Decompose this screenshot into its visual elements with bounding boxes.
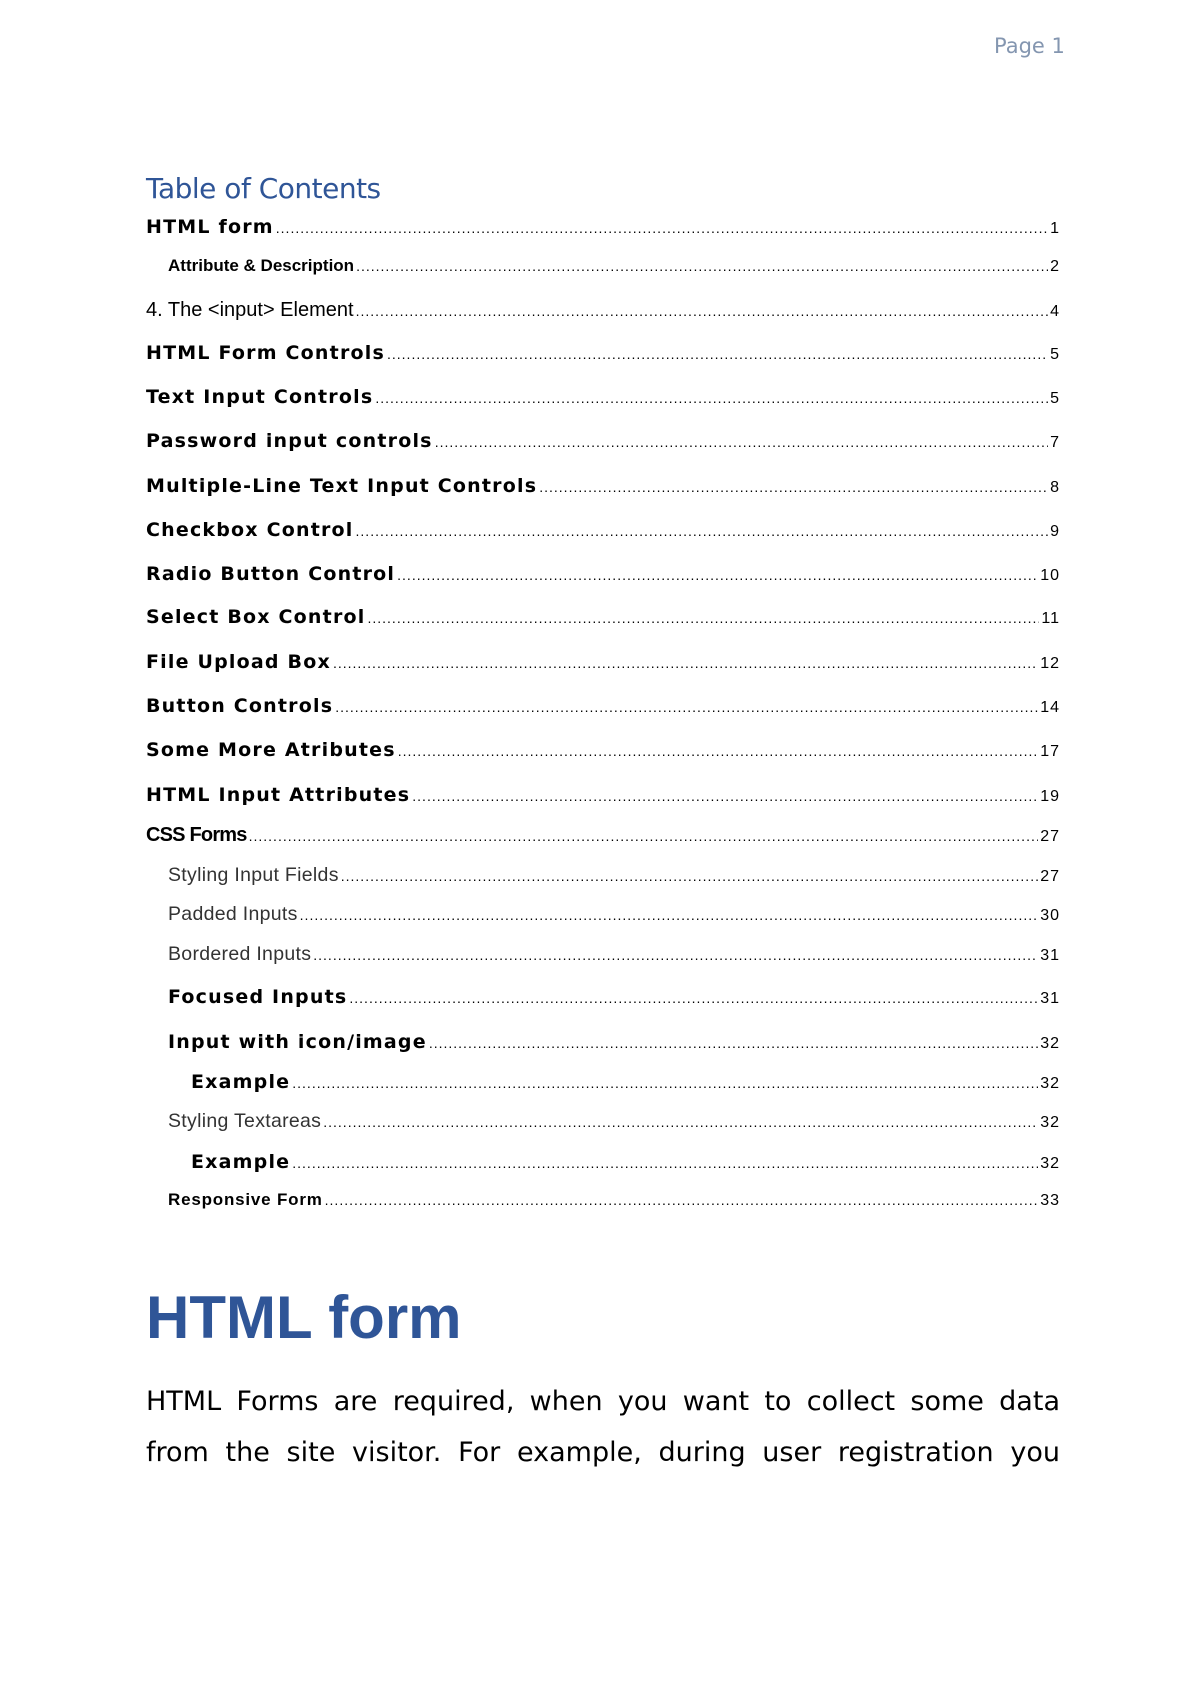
toc-entry[interactable] bbox=[146, 824, 1060, 850]
toc-entry-label: Select Box Control bbox=[146, 606, 366, 628]
toc-entry[interactable] bbox=[146, 606, 1060, 632]
toc-entry-label: Example bbox=[191, 1071, 291, 1093]
toc-entry-page: 8 bbox=[1050, 479, 1060, 496]
toc-entry-label: Radio Button Control bbox=[146, 563, 396, 585]
toc-entry[interactable] bbox=[146, 475, 1060, 501]
toc-leader bbox=[435, 434, 1048, 450]
toc-entry-page: 12 bbox=[1040, 655, 1060, 672]
page-number: Page 1 bbox=[994, 34, 1065, 58]
toc-entry[interactable] bbox=[146, 430, 1060, 456]
toc-entry-page: 27 bbox=[1040, 868, 1060, 885]
toc-leader bbox=[300, 907, 1039, 923]
toc-entry-page: 7 bbox=[1050, 434, 1060, 451]
toc-entry-page: 30 bbox=[1040, 907, 1060, 924]
toc-title: Table of Contents bbox=[146, 172, 381, 205]
toc-leader bbox=[249, 828, 1039, 844]
toc-entry-label: Attribute & Description bbox=[168, 256, 355, 275]
toc-entry-page: 32 bbox=[1040, 1035, 1060, 1052]
toc-entry-page: 27 bbox=[1040, 828, 1060, 845]
toc-leader bbox=[412, 788, 1038, 804]
toc-leader bbox=[292, 1155, 1038, 1171]
toc-entry[interactable] bbox=[191, 1151, 1060, 1177]
toc-leader bbox=[429, 1035, 1038, 1051]
toc-entry[interactable] bbox=[168, 1190, 1060, 1216]
toc-entry-page: 5 bbox=[1050, 390, 1060, 407]
toc-entry-label: Input with icon/image bbox=[168, 1031, 427, 1053]
toc-leader bbox=[397, 567, 1038, 583]
section-heading: HTML form bbox=[146, 1284, 462, 1351]
toc-leader bbox=[356, 523, 1049, 539]
toc-leader bbox=[356, 258, 1048, 274]
toc-entry-page: 31 bbox=[1040, 947, 1060, 964]
toc-entry-page: 10 bbox=[1040, 567, 1060, 584]
toc-leader bbox=[341, 868, 1038, 884]
toc-entry-page: 32 bbox=[1040, 1114, 1060, 1131]
toc-entry[interactable] bbox=[168, 1031, 1060, 1057]
toc-entry-label: Styling Input Fields bbox=[168, 864, 339, 886]
toc-entry-label: HTML form bbox=[146, 216, 274, 238]
toc-entry[interactable] bbox=[146, 739, 1060, 765]
toc-entry-label: Text Input Controls bbox=[146, 386, 374, 408]
toc-entry-label: Multiple-Line Text Input Controls bbox=[146, 475, 538, 497]
toc-entry[interactable] bbox=[146, 784, 1060, 810]
toc-entry-label: CSS Forms bbox=[146, 824, 247, 846]
toc-entry-label: Responsive Form bbox=[168, 1190, 323, 1209]
toc-leader bbox=[349, 990, 1038, 1006]
toc-entry-page: 9 bbox=[1050, 523, 1060, 540]
toc-entry[interactable] bbox=[146, 299, 1060, 325]
toc-entry-page: 1 bbox=[1050, 220, 1060, 237]
toc-leader bbox=[335, 699, 1038, 715]
toc-entry[interactable] bbox=[168, 256, 1060, 282]
toc-entry-label: HTML Input Attributes bbox=[146, 784, 411, 806]
toc-entry-label: Bordered Inputs bbox=[168, 943, 312, 965]
toc-entry-page: 14 bbox=[1040, 699, 1060, 716]
toc-leader bbox=[292, 1075, 1038, 1091]
toc-leader bbox=[333, 655, 1038, 671]
toc-entry-label: Checkbox Control bbox=[146, 519, 354, 541]
toc-entry-label: Styling Textareas bbox=[168, 1110, 322, 1132]
toc-entry[interactable] bbox=[168, 986, 1060, 1012]
toc-entry-page: 19 bbox=[1040, 788, 1060, 805]
toc-entry-label: Focused Inputs bbox=[168, 986, 348, 1008]
toc-leader bbox=[356, 303, 1049, 319]
toc-entry-label: HTML Form Controls bbox=[146, 342, 385, 364]
toc-entry-page: 32 bbox=[1040, 1155, 1060, 1172]
toc-entry-page: 33 bbox=[1040, 1192, 1060, 1209]
toc-entry-page: 2 bbox=[1050, 258, 1060, 275]
toc-entry-page: 5 bbox=[1050, 346, 1060, 363]
toc-entry-label: File Upload Box bbox=[146, 651, 331, 673]
toc-entry-label: Button Controls bbox=[146, 695, 334, 717]
toc-entry-page: 11 bbox=[1041, 610, 1060, 627]
toc-leader bbox=[276, 220, 1048, 236]
toc-entry-label: Padded Inputs bbox=[168, 903, 298, 925]
toc-leader bbox=[387, 346, 1048, 362]
section-paragraph: HTML Forms are required, when you want to collect some data from the site visitor. For example, during user registration you bbox=[146, 1386, 1060, 1468]
toc-entry[interactable] bbox=[146, 216, 1060, 242]
toc-entry[interactable] bbox=[146, 695, 1060, 721]
toc-leader bbox=[323, 1114, 1038, 1130]
toc-leader bbox=[539, 479, 1048, 495]
toc-entry[interactable] bbox=[168, 903, 1060, 929]
toc-entry-page: 32 bbox=[1040, 1075, 1060, 1092]
toc-entry-label: 4. The <input> Element bbox=[146, 299, 354, 321]
toc-entry[interactable] bbox=[146, 563, 1060, 589]
toc-entry[interactable] bbox=[168, 864, 1060, 890]
toc-entry-page: 4 bbox=[1050, 303, 1060, 320]
toc-entry[interactable] bbox=[146, 651, 1060, 677]
toc-leader bbox=[398, 743, 1038, 759]
toc-leader bbox=[325, 1192, 1039, 1208]
toc-entry[interactable] bbox=[146, 386, 1060, 412]
toc-entry[interactable] bbox=[146, 519, 1060, 545]
toc-entry[interactable] bbox=[191, 1071, 1060, 1097]
toc-entry-page: 17 bbox=[1040, 743, 1060, 760]
toc-entry[interactable] bbox=[168, 943, 1060, 969]
toc-entry-label: Example bbox=[191, 1151, 291, 1173]
toc-entry-page: 31 bbox=[1040, 990, 1060, 1007]
toc-entry-label: Password input controls bbox=[146, 430, 433, 452]
toc-leader bbox=[313, 947, 1038, 963]
toc-entry-label: Some More Atributes bbox=[146, 739, 396, 761]
toc-entry[interactable] bbox=[168, 1110, 1060, 1136]
toc-leader bbox=[367, 610, 1039, 626]
toc-leader bbox=[375, 390, 1048, 406]
toc-entry[interactable] bbox=[146, 342, 1060, 368]
